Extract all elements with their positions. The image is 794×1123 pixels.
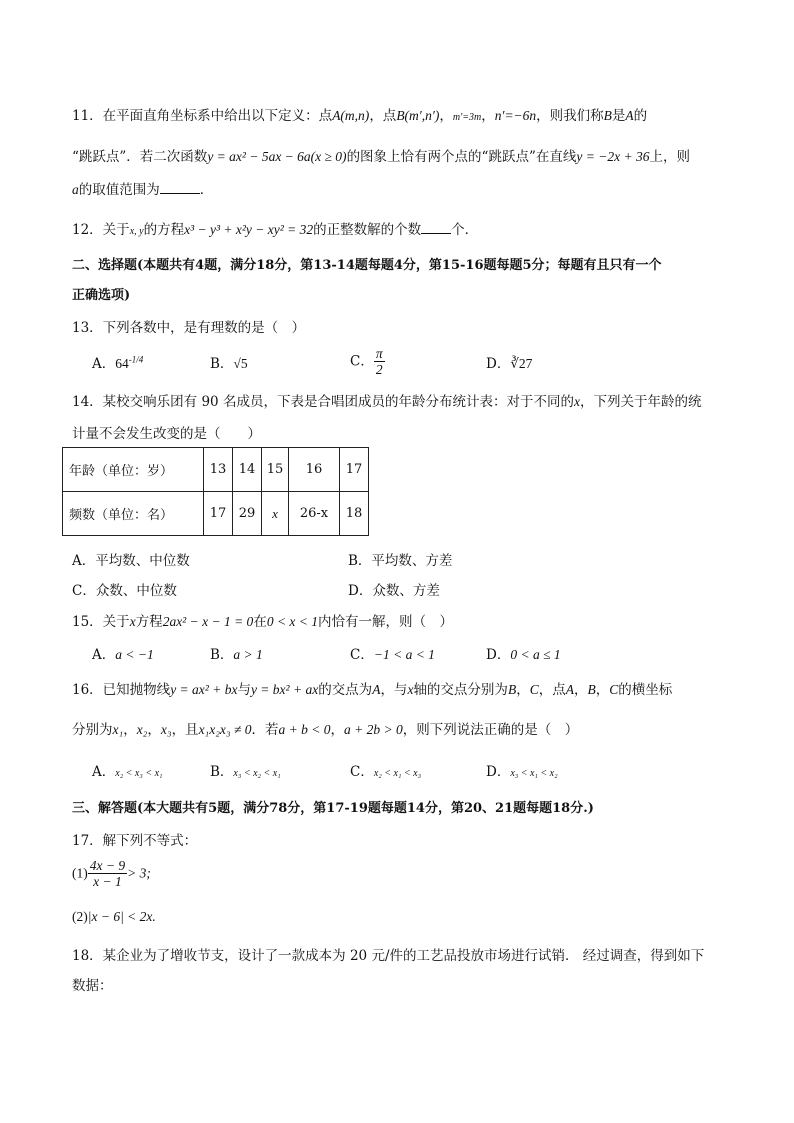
q16-text: ， xyxy=(147,722,161,738)
sqrt-five: √5 xyxy=(233,356,248,371)
q16-text: 与 xyxy=(237,682,251,698)
q15-option-b xyxy=(210,645,263,665)
q11-text: 的图象上恰有两个点的“跳跃点”在直线 xyxy=(346,149,577,165)
q16-text: ．若 xyxy=(251,722,279,738)
q15-option-a xyxy=(92,645,154,665)
q12-text: 的正整数解的个数 xyxy=(313,222,422,238)
option-label: A． xyxy=(92,356,116,372)
table-cell: 13 xyxy=(204,448,233,492)
table-cell: 15 xyxy=(262,448,289,492)
option-label: A． xyxy=(92,764,116,780)
condition-m: m′=3m xyxy=(452,112,482,123)
q15-text: 15．关于 xyxy=(72,614,130,630)
fraction xyxy=(374,346,385,377)
point-a: A xyxy=(372,682,381,697)
q15-option-d xyxy=(486,645,561,665)
var-x: x xyxy=(573,394,580,409)
q14-option-a: A．平均数、中位数 xyxy=(72,553,190,569)
q14-line1 xyxy=(72,392,701,412)
q17-stem: 17．解下列不等式： xyxy=(72,833,198,849)
option-label: B． xyxy=(210,356,234,372)
exponent: -1/4 xyxy=(128,354,144,365)
q16-text: ，且 xyxy=(171,722,199,738)
point-c: C xyxy=(529,682,539,697)
option-value: x₂ < x₁ < x₃ xyxy=(373,768,422,779)
q11-text: ，则我们称 xyxy=(536,108,604,124)
table-cell: 29 xyxy=(233,492,262,536)
quadratic-equation: 2ax² − x − 1 = 0 xyxy=(162,614,254,629)
point-a: A(m,n) xyxy=(332,108,370,123)
inequality: |x − 6| < 2x. xyxy=(87,909,156,924)
line-equation: y = −2x + 36 xyxy=(576,149,650,164)
q12-text: 12．关于 xyxy=(72,222,130,238)
q16-option-b xyxy=(210,762,281,784)
option-label: C． xyxy=(350,647,374,663)
q16-text: 轴的交点分别为 xyxy=(413,682,508,698)
q15-text: 内恰有一解，则（ ） xyxy=(318,614,454,630)
q14-option-b: B．平均数、方差 xyxy=(348,553,453,569)
q11-line1 xyxy=(72,106,647,128)
answer-blank xyxy=(421,221,451,234)
q11-line2 xyxy=(72,147,690,167)
option-value: x₃ < x₂ < x₁ xyxy=(233,768,281,779)
q11-text: “跳跃点”．若二次函数 xyxy=(72,149,208,165)
option-label: D． xyxy=(486,764,511,780)
q11-text: 11．在平面直角坐标系中给出以下定义：点 xyxy=(72,108,333,124)
q14-option-c: C．众数、中位数 xyxy=(72,583,177,599)
q11-text: 上，则 xyxy=(649,149,690,165)
point-b: B xyxy=(587,682,596,697)
cube-root: ∛27 xyxy=(510,356,533,371)
option-label: C． xyxy=(350,764,374,780)
table-cell: 18 xyxy=(340,492,369,536)
q13-option-d xyxy=(486,354,532,374)
table-cell: 26-x xyxy=(289,492,340,536)
point-b: B(m′,n′) xyxy=(396,108,440,123)
condition-sum2: a + 2b > 0 xyxy=(344,722,403,737)
var-a: a xyxy=(72,182,79,197)
option-label: D． xyxy=(486,356,511,372)
q11-line3 xyxy=(72,180,213,200)
q15-text: 方程 xyxy=(135,614,163,630)
q11-text: 是 xyxy=(611,108,626,124)
part-label: (2) xyxy=(72,909,88,924)
q16-text: 分别为 xyxy=(72,722,113,738)
denominator: 2 xyxy=(375,362,383,377)
option-label: B． xyxy=(210,764,234,780)
parabola-1: y = ax² + bx xyxy=(170,682,238,697)
q16-text: ， xyxy=(330,722,345,738)
q14-option-d: D．众数、方差 xyxy=(348,583,440,599)
q11-text: ，点 xyxy=(369,108,397,124)
var-x2: x₂ xyxy=(136,722,148,737)
var-x1: x₁ xyxy=(112,722,124,737)
inequality-rest: > 3; xyxy=(127,865,151,881)
q16-line1 xyxy=(72,680,672,700)
q12-text: 的方程 xyxy=(143,222,185,238)
option-value: 0 < a ≤ 1 xyxy=(510,647,561,662)
q16-text: ，点 xyxy=(538,682,566,698)
q14-line2: 计量不会发生改变的是（ ） xyxy=(72,426,261,442)
part-label: (1) xyxy=(72,865,88,881)
q13-option-a xyxy=(92,354,143,374)
q13-option-c xyxy=(350,346,385,377)
q16-text: 16．已知抛物线 xyxy=(72,682,171,698)
q13-option-b xyxy=(210,354,248,374)
var-a: A xyxy=(625,108,634,123)
numerator: 4x − 9 xyxy=(89,858,126,873)
q12-text: 个． xyxy=(451,222,479,238)
option-label: B． xyxy=(210,647,234,663)
table-cell: 频数（单位：名） xyxy=(63,492,204,536)
table-cell: 17 xyxy=(204,492,233,536)
q11-text: ， xyxy=(481,108,495,124)
var-x3: x₃ xyxy=(160,722,172,737)
point-c: C xyxy=(609,682,619,697)
table-cell: x xyxy=(262,492,289,536)
q16-text: 的交点为 xyxy=(318,682,373,698)
condition-product: x₁x₂x₃ ≠ 0 xyxy=(198,722,252,737)
q11-text: 的 xyxy=(633,108,648,124)
q16-text: ， xyxy=(573,682,588,698)
base: 64 xyxy=(115,356,129,371)
q11-text: 的取值范围为 xyxy=(78,182,160,198)
table-row xyxy=(63,492,369,536)
var-x: x xyxy=(407,682,414,697)
q16-text: ， xyxy=(595,682,610,698)
age-frequency-table xyxy=(62,447,369,536)
q16-line2 xyxy=(72,720,578,740)
section2-heading-cont: 正确选项) xyxy=(72,288,131,303)
option-label: D． xyxy=(486,647,511,663)
var-b: B xyxy=(603,108,612,123)
parabola-2: y = bx² + ax xyxy=(250,682,319,697)
table-row xyxy=(63,448,369,492)
section2-heading: 二、选择题(本题共有4题，满分18分，第13-14题每题4分，第15-16题每题5分；每题有且只有一个 xyxy=(72,258,662,273)
q11-text: ． xyxy=(199,182,214,198)
section3-heading: 三、解答题(本大题共有5题，满分78分，第17-19题每题14分，第20、21题每题18分.) xyxy=(72,801,594,816)
q16-text: 的横坐标 xyxy=(618,682,673,698)
table-cell: 14 xyxy=(233,448,262,492)
q17-part2 xyxy=(72,907,156,927)
option-label: A． xyxy=(92,647,116,663)
numerator: π xyxy=(375,346,383,361)
interval: 0 < x < 1 xyxy=(266,614,319,629)
point-b: B xyxy=(507,682,517,697)
table-cell: 17 xyxy=(340,448,369,492)
option-value: x₂ < x₃ < x₁ xyxy=(115,768,163,779)
q14-text: ，下列关于年龄的统 xyxy=(579,394,702,410)
q15-option-c xyxy=(350,645,435,665)
q13-stem: 13．下列各数中，是有理数的是（ ） xyxy=(72,320,306,336)
cubic-equation: x³ − y³ + x²y − xy² = 32 xyxy=(184,222,314,237)
q16-text: ，则下列说法正确的是（ ） xyxy=(402,722,579,738)
table-cell: 年龄（单位：岁） xyxy=(63,448,204,492)
option-label: C． xyxy=(350,353,374,370)
vars-xy: x, y xyxy=(129,226,144,237)
q16-text: ， xyxy=(123,722,137,738)
option-value: x₃ < x₁ < x₂ xyxy=(510,768,558,779)
q15-text: 在 xyxy=(253,614,267,630)
q16-text: ，与 xyxy=(380,682,408,698)
condition-n: n′=−6n xyxy=(494,108,537,123)
answer-blank xyxy=(160,181,200,194)
option-value: a < −1 xyxy=(115,647,154,662)
option-value: a > 1 xyxy=(233,647,263,662)
q15-stem xyxy=(72,612,453,632)
q11-text: ， xyxy=(439,108,453,124)
q14-text: 14．某校交响乐团有 90 名成员，下表是合唱团成员的年龄分布统计表：对于不同的 xyxy=(72,394,574,410)
q16-option-c xyxy=(350,762,421,784)
option-value: −1 < a < 1 xyxy=(373,647,435,662)
denominator: x − 1 xyxy=(93,874,122,889)
point-a: A xyxy=(565,682,574,697)
q12-line xyxy=(72,220,478,242)
table-cell: 16 xyxy=(289,448,340,492)
fraction xyxy=(88,858,127,889)
quadratic-function: y = ax² − 5ax − 6a(x ≥ 0) xyxy=(207,149,347,164)
q18-line1: 18．某企业为了增收节支，设计了一款成本为 20 元/件的工艺品投放市场进行试销． 经过调查，得到如下 xyxy=(72,948,705,964)
condition-sum: a + b < 0 xyxy=(278,722,331,737)
q16-option-a xyxy=(92,762,163,784)
q17-part1 xyxy=(72,858,151,889)
q16-text: ， xyxy=(516,682,530,698)
q18-line2: 数据： xyxy=(72,978,113,994)
q16-option-d xyxy=(486,762,558,784)
var-x: x xyxy=(129,614,136,629)
